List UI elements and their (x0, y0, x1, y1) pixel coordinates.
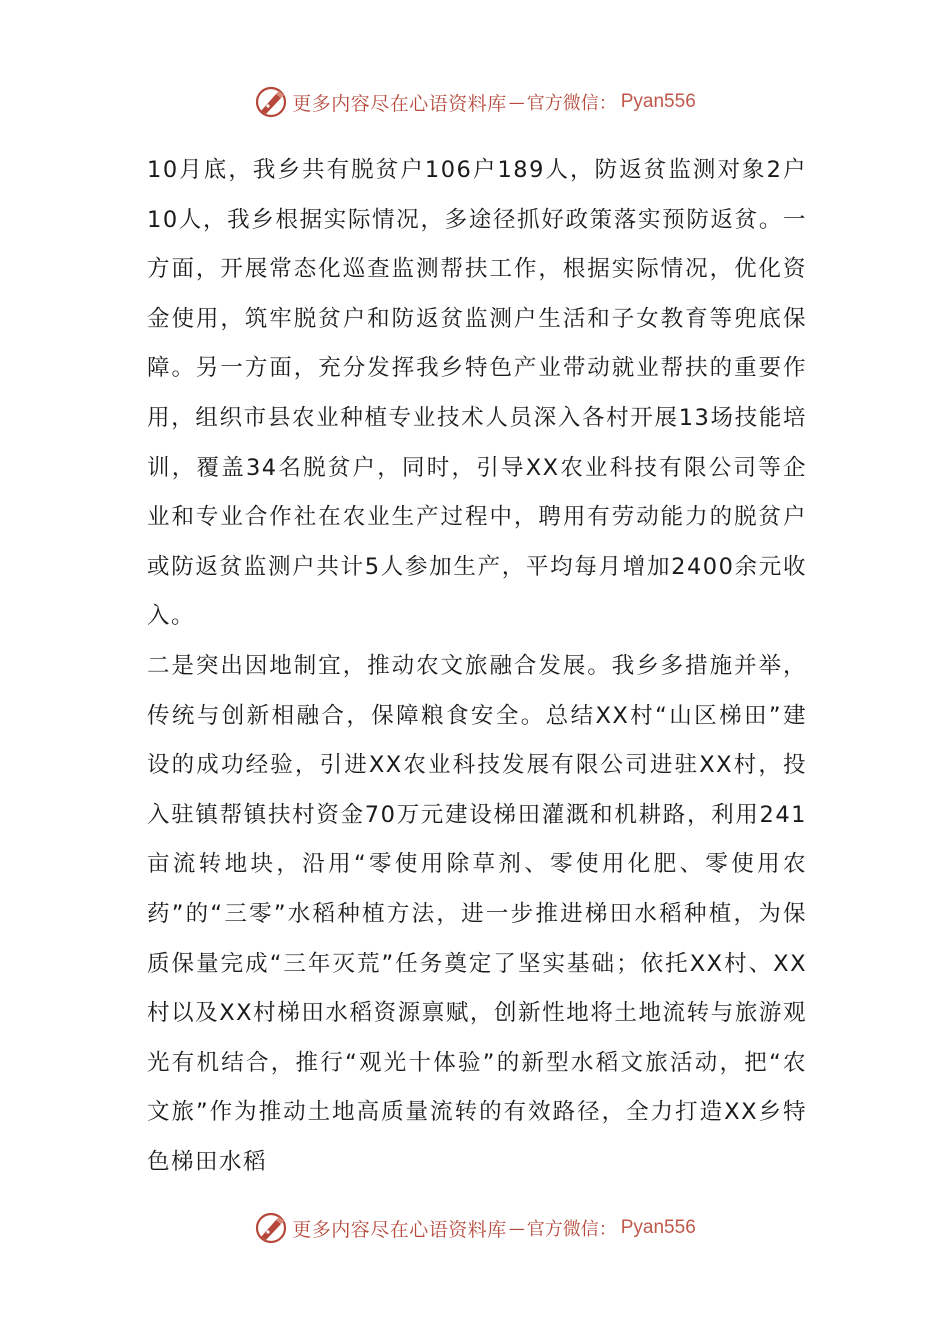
header-separator: — (508, 92, 525, 112)
footer-brand-text: 更多内容尽在心语资料库 (292, 1218, 507, 1241)
paragraph-poverty-monitoring: 10月底，我乡共有脱贫户106户189人，防返贫监测对象2户10人，我乡根据实际情况，多途径抓好政策落实预防返贫。一方面，开展常态化巡查监测帮扶工作，根据实际情况，优化资金使用，筑牢脱贫户和防返贫监测户生活和子女教育等兜底保障。另一方面，充分发挥我乡特色产业带动就业帮扶的重要作用，组织市县农业种植专业技术人员深入各村开展13场技能培训，覆盖34名脱贫户，同时，引导XX农业科技有限公司等企业和专业合作社在农业生产过程中，聘用有劳动能力的脱贫户或防返贫监测户共计5人参加生产，平均每月增加2400余元收入。 (147, 157, 807, 630)
pen-nib-logo-icon (254, 1211, 288, 1245)
header-wechat-handle: Pyan556 (620, 91, 696, 112)
footer-separator: — (508, 1218, 525, 1238)
pen-nib-logo-icon (254, 85, 288, 119)
header-brand-text: 更多内容尽在心语资料库 (292, 92, 507, 115)
header-banner (0, 82, 950, 122)
header-wechat-label: 官方微信： (526, 93, 617, 114)
footer-wechat-label: 官方微信： (526, 1219, 617, 1240)
footer-wechat-handle: Pyan556 (620, 1217, 696, 1238)
paragraph-agri-culture-tourism: 二是突出因地制宜，推动农文旅融合发展。我乡多措施并举，传统与创新相融合，保障粮食安全。总结XX村“山区梯田”建设的成功经验，引进XX农业科技发展有限公司进驻XX村，投入驻镇帮镇扶村资金70万元建设梯田灌溉和机耕路，利用241亩流转地块，沿用“零使用除草剂、零使用化肥、零使用农药”的“三零”水稻种植方法，进一步推进梯田水稻种植，为保质保量完成“三年灭荒”任务奠定了坚实基础；依托XX村、XX村以及XX村梯田水稻资源禀赋，创新性地将土地流转与旅游观光有机结合，推行“观光十体验”的新型水稻文旅活动，把“农文旅”作为推动土地高质量流转的有效路径，全力打造XX乡特色梯田水稻 (147, 652, 807, 1175)
document-body (147, 146, 807, 1187)
footer-banner (0, 1208, 950, 1248)
